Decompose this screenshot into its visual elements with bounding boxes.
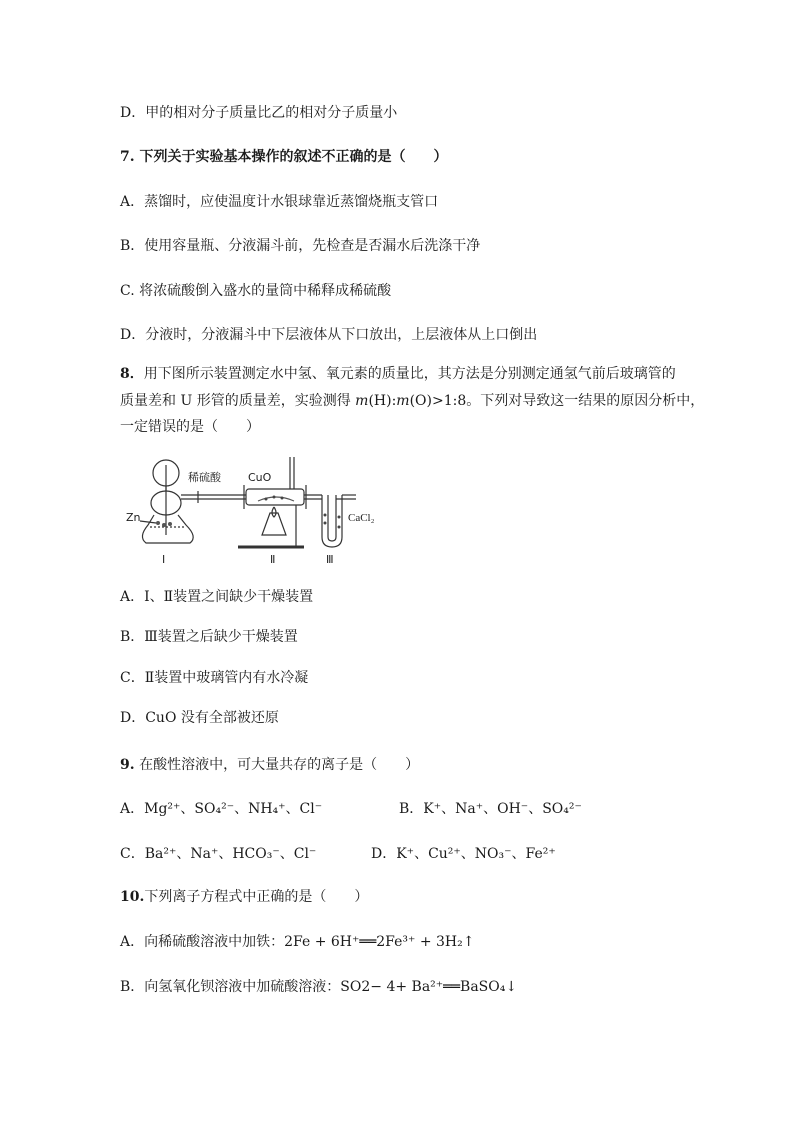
question-10-option-b: B．向氢氧化钡溶液中加硫酸溶液：SO2− 4+ Ba²⁺══BaSO₄↓ [120,979,518,995]
question-6-option-d: D．甲的相对分子质量比乙的相对分子质量小 [120,105,398,121]
question-10-stem: 10.下列离子方程式中正确的是（ ） [120,889,369,905]
question-8-number: 8． [120,366,144,382]
question-9-stem: 9. 在酸性溶液中，可大量共存的离子是（ ） [120,757,420,773]
question-9-number: 9. [120,757,135,773]
label-dilute-sulfuric-acid: 稀硫酸 [188,472,221,484]
label-apparatus-1: Ⅰ [162,554,166,565]
question-7-option-b: B．使用容量瓶、分液漏斗前，先检查是否漏水后洗涤干净 [120,238,481,254]
question-7-stem: 7. 下列关于实验基本操作的叙述不正确的是（ ） [120,149,448,165]
question-8-stem-line-3: 一定错误的是（ ） [120,419,260,435]
question-8-option-d: D．CuO 没有全部被还原 [120,710,279,726]
label-zinc: Zn [126,511,141,524]
question-7-option-d: D．分液时，分液漏斗中下层液体从下口放出，上层液体从上口倒出 [120,327,538,343]
label-calcium-chloride: CaCl₂ [348,512,375,524]
question-10-number: 10. [120,889,145,905]
question-9-option-d: D．K⁺、Cu²⁺、NO₃⁻、Fe²⁺ [371,846,556,862]
label-apparatus-2: Ⅱ [270,554,276,565]
question-10-option-a: A．向稀硫酸溶液中加铁：2Fe + 6H⁺══2Fe³⁺ + 3H₂↑ [120,934,475,950]
question-8-option-c: C．Ⅱ装置中玻璃管内有水冷凝 [120,670,309,686]
label-apparatus-3: Ⅲ [326,554,334,565]
question-8-stem-line-2: 质量差和 U 形管的质量差，实验测得 m(H):m(O)>1:8。下列对导致这一结果的原因分析中， [120,393,705,409]
question-7-option-c: C. 将浓硫酸倒入盛水的量筒中稀释成稀硫酸 [120,283,392,299]
question-9-option-c: C．Ba²⁺、Na⁺、HCO₃⁻、Cl⁻ [120,846,317,862]
question-7-option-a: A．蒸馏时，应使温度计水银球靠近蒸馏烧瓶支管口 [120,194,439,210]
question-8-option-b: B．Ⅲ装置之后缺少干燥装置 [120,629,298,645]
question-8-option-a: A．Ⅰ、Ⅱ装置之间缺少干燥装置 [120,589,314,605]
question-9-option-b: B．K⁺、Na⁺、OH⁻、SO₄²⁻ [399,801,582,817]
experiment-apparatus-figure [126,455,396,565]
question-8-stem-line-1: 8．用下图所示装置测定水中氢、氧元素的质量比，其方法是分别测定通氢气前后玻璃管的 [120,366,676,382]
question-9-option-a: A．Mg²⁺、SO₄²⁻、NH₄⁺、Cl⁻ [120,801,323,817]
label-copper-oxide: CuO [248,471,272,484]
